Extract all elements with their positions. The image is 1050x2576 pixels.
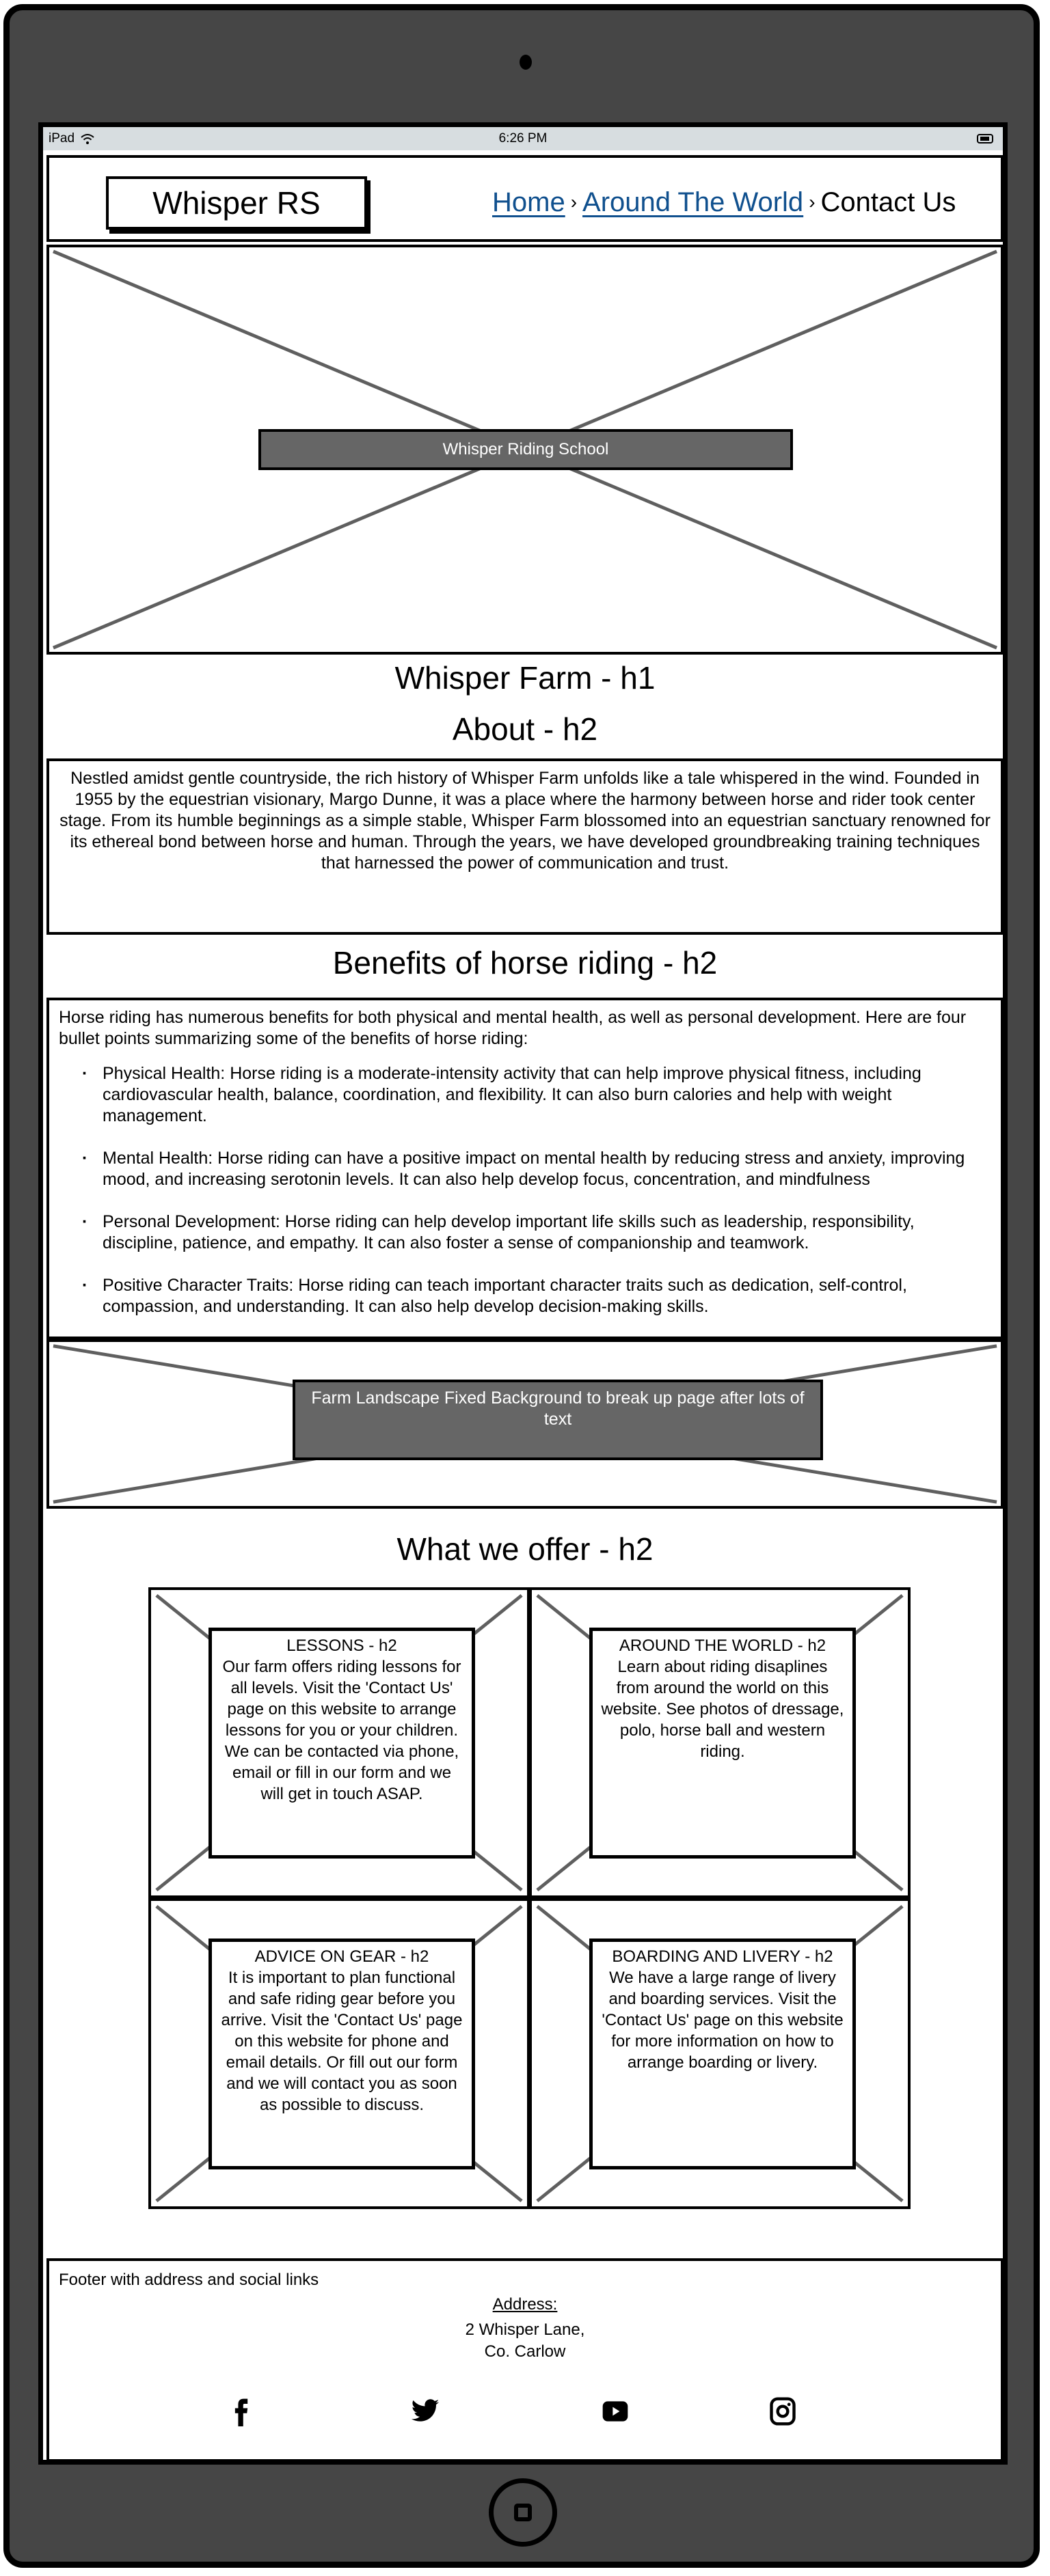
list-item: · Personal Development: Horse riding can help develop important life skills such as leadership, responsibility, discipline, patience, and empathy. It can also foster a sense of companionship and teamwork.: [103, 1211, 991, 1254]
offer-card-text: We have a large range of livery and boarding services. Visit the 'Contact Us' page on this website for more information on how to arrange boarding or livery.: [602, 1969, 844, 2072]
offer-heading: What we offer - h2: [396, 1531, 654, 1567]
about-text: Nestled amidst gentle countryside, the rich history of Whisper Farm unfolds like a tale whispered in the wind. Founded in 1955 by the equestrian visionary, Margo Dunne, it was a place where the harmony between horse and rider took center stage. From its humble beginnings as a simple stable, Whisper Farm blossomed into an equestrian sanctuary renowned for its ethereal bond between horse and human. Through the years, we have developed groundbreaking training techniques that harnessed the power of communication and trust.: [46, 758, 1004, 935]
offer-card-title: ADVICE ON GEAR - h2: [254, 1947, 429, 1966]
offer-card-title: BOARDING AND LIVERY - h2: [612, 1947, 833, 1966]
breadcrumb-current-page: Contact Us: [820, 187, 956, 217]
page-title: Whisper Farm - h1: [394, 660, 656, 696]
offer-card-lessons[interactable]: [148, 1587, 530, 1898]
about-heading: About - h2: [452, 711, 598, 747]
status-bar: [43, 127, 1003, 150]
social-links: [49, 2391, 1001, 2432]
footer-label: Footer with address and social links: [59, 2271, 319, 2289]
address: [49, 2319, 1001, 2363]
offer-card-text: It is important to plan functional and safe riding gear before you arrive. Visit the 'Contact Us' page on this website for phone and email details. Or fill out our form and we will contact you as soon as possible to discuss.: [221, 1969, 463, 2114]
offer-card-advice-on-gear[interactable]: [148, 1898, 530, 2209]
offer-card-title: AROUND THE WORLD - h2: [619, 1636, 826, 1655]
camera-icon: [520, 55, 532, 70]
instagram-icon: [768, 2396, 798, 2426]
twitter-icon: [410, 2396, 440, 2426]
home-square-icon: [514, 2504, 532, 2521]
twitter-link[interactable]: [408, 2391, 442, 2432]
device-label: iPad: [49, 131, 75, 146]
breadcrumb: [492, 182, 971, 223]
status-time: 6:26 PM: [498, 131, 548, 146]
benefits-intro: Horse riding has numerous benefits for both physical and mental health, as well as personal development. Here are four bullet points summarizing some of the benefits of horse riding:: [59, 1008, 967, 1048]
list-item: · Physical Health: Horse riding is a moderate-intensity activity that can help improve physical fitness, including cardiovascular health, balance, coordination, and flexibility. It can also burn calories and help with weight management.: [103, 1063, 991, 1127]
home-button[interactable]: [489, 2478, 557, 2547]
list-item: · Mental Health: Horse riding can have a positive impact on mental health by reducing stress and anxiety, improving mood, and increasing serotonin levels. It can also help develop focus, concentration, and mindfulness: [103, 1148, 991, 1190]
offer-card-text: Our farm offers riding lessons for all levels. Visit the 'Contact Us' page on this website to arrange lessons for you or your children. We can be contacted via phone, email or fill in our form and we will get in touch ASAP.: [222, 1658, 461, 1803]
facebook-icon: [226, 2396, 256, 2426]
address-line-1: 2 Whisper Lane,: [465, 2320, 585, 2339]
offer-card-boarding-and-livery[interactable]: [529, 1898, 911, 2209]
offer-grid: [148, 1587, 911, 2209]
breadcrumb-home-link[interactable]: Home: [492, 187, 565, 217]
address-line-2: Co. Carlow: [484, 2342, 566, 2361]
offer-card-title: LESSONS - h2: [286, 1636, 397, 1655]
benefits-section: [46, 998, 1004, 1339]
youtube-link[interactable]: [598, 2391, 632, 2432]
offer-card-content: [208, 1938, 475, 2169]
benefits-list: [59, 1063, 991, 1317]
parallax-banner: Farm Landscape Fixed Background to break up page after lots of text: [293, 1380, 823, 1460]
breadcrumb-separator: ›: [809, 191, 816, 213]
instagram-link[interactable]: [766, 2391, 800, 2432]
site-footer: [46, 2258, 1004, 2462]
battery-icon: [977, 134, 993, 143]
hero-banner: Whisper Riding School: [258, 429, 793, 470]
offer-card-content: [589, 1628, 856, 1859]
offer-card-text: Learn about riding disaplines from around the world on this website. See photos of dressage, polo, horse ball and western riding.: [601, 1658, 844, 1761]
list-item: · Positive Character Traits: Horse riding can teach important character traits such as dedication, self-control, compassion, and understanding. It can also help develop decision-making skills.: [103, 1275, 991, 1317]
logo[interactable]: Whisper RS: [106, 176, 367, 230]
breadcrumb-around-the-world-link[interactable]: Around The World: [582, 187, 804, 217]
offer-card-content: [208, 1628, 475, 1859]
address-label: Address:: [492, 2295, 558, 2314]
youtube-icon: [600, 2396, 630, 2426]
offer-card-content: [589, 1938, 856, 2169]
offer-card-around-the-world[interactable]: [529, 1587, 911, 1898]
facebook-link[interactable]: [224, 2391, 258, 2432]
benefits-heading: Benefits of horse riding - h2: [332, 945, 718, 981]
breadcrumb-separator: ›: [570, 191, 578, 213]
